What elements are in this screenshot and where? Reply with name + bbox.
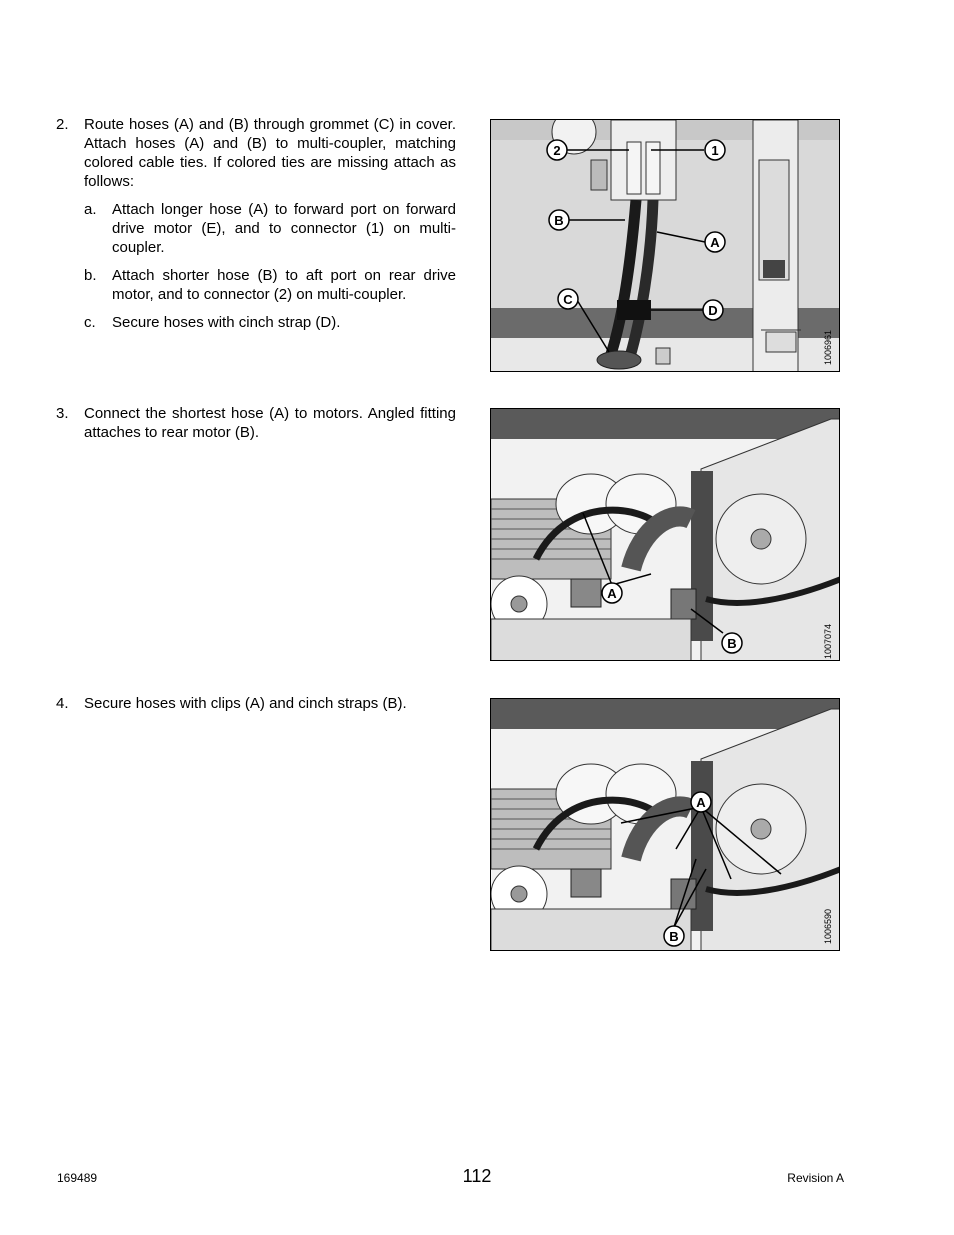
callout-label: 1 — [711, 143, 719, 158]
figure-id: 1007074 — [823, 623, 833, 659]
callout-label: B — [554, 213, 564, 228]
substep-text: Attach shorter hose (B) to aft port on rear drive motor, and to connector (2) on multi-coupler. — [112, 267, 456, 303]
figure-id: 1006961 — [823, 329, 833, 365]
substep-text: Attach longer hose (A) to forward port on forward drive motor (E), and to connector (1) on multi-coupler. — [112, 201, 456, 256]
step-text: Route hoses (A) and (B) through grommet (C) in cover. Attach hoses (A) and (B) to multi-coupler, matching colored cable ties. If colored ties are missing attach as follows: — [84, 116, 456, 190]
page-number: 112 — [462, 1166, 492, 1186]
substep-letter: c. — [84, 314, 96, 331]
step-4 — [56, 694, 456, 713]
motor-connection-illustration — [491, 409, 840, 661]
substep-a — [84, 200, 456, 257]
step-text: Connect the shortest hose (A) to motors. Angled fitting attaches to rear motor (B). — [84, 405, 456, 441]
callout-label: A — [696, 795, 706, 810]
callout-label: D — [708, 303, 718, 318]
callout-label: C — [563, 292, 573, 307]
callout-label: 2 — [553, 143, 561, 158]
step-number: 2. — [56, 116, 69, 133]
step-2 — [56, 115, 456, 332]
figure-hose-routing — [490, 119, 840, 372]
substep-letter: b. — [84, 267, 97, 284]
hose-routing-illustration — [491, 120, 840, 372]
figure-hose-clips — [490, 698, 840, 951]
figure-id: 1006590 — [823, 908, 833, 944]
figure-motor-connection — [490, 408, 840, 661]
doc-number: 169489 — [57, 1171, 98, 1185]
step-3 — [56, 404, 456, 442]
hose-clips-illustration — [491, 699, 840, 951]
callout-label: B — [669, 929, 679, 944]
substep-text: Secure hoses with cinch strap (D). — [112, 314, 341, 331]
step-number: 4. — [56, 695, 69, 712]
callout-label: A — [607, 586, 617, 601]
step-text: Secure hoses with clips (A) and cinch straps (B). — [84, 695, 407, 712]
substep-b — [84, 266, 456, 304]
revision-label: Revision A — [787, 1171, 844, 1185]
substep-letter: a. — [84, 201, 97, 218]
callout-label: A — [710, 235, 720, 250]
step-number: 3. — [56, 405, 69, 422]
callout-label: B — [727, 636, 737, 651]
substep-c — [84, 313, 456, 332]
